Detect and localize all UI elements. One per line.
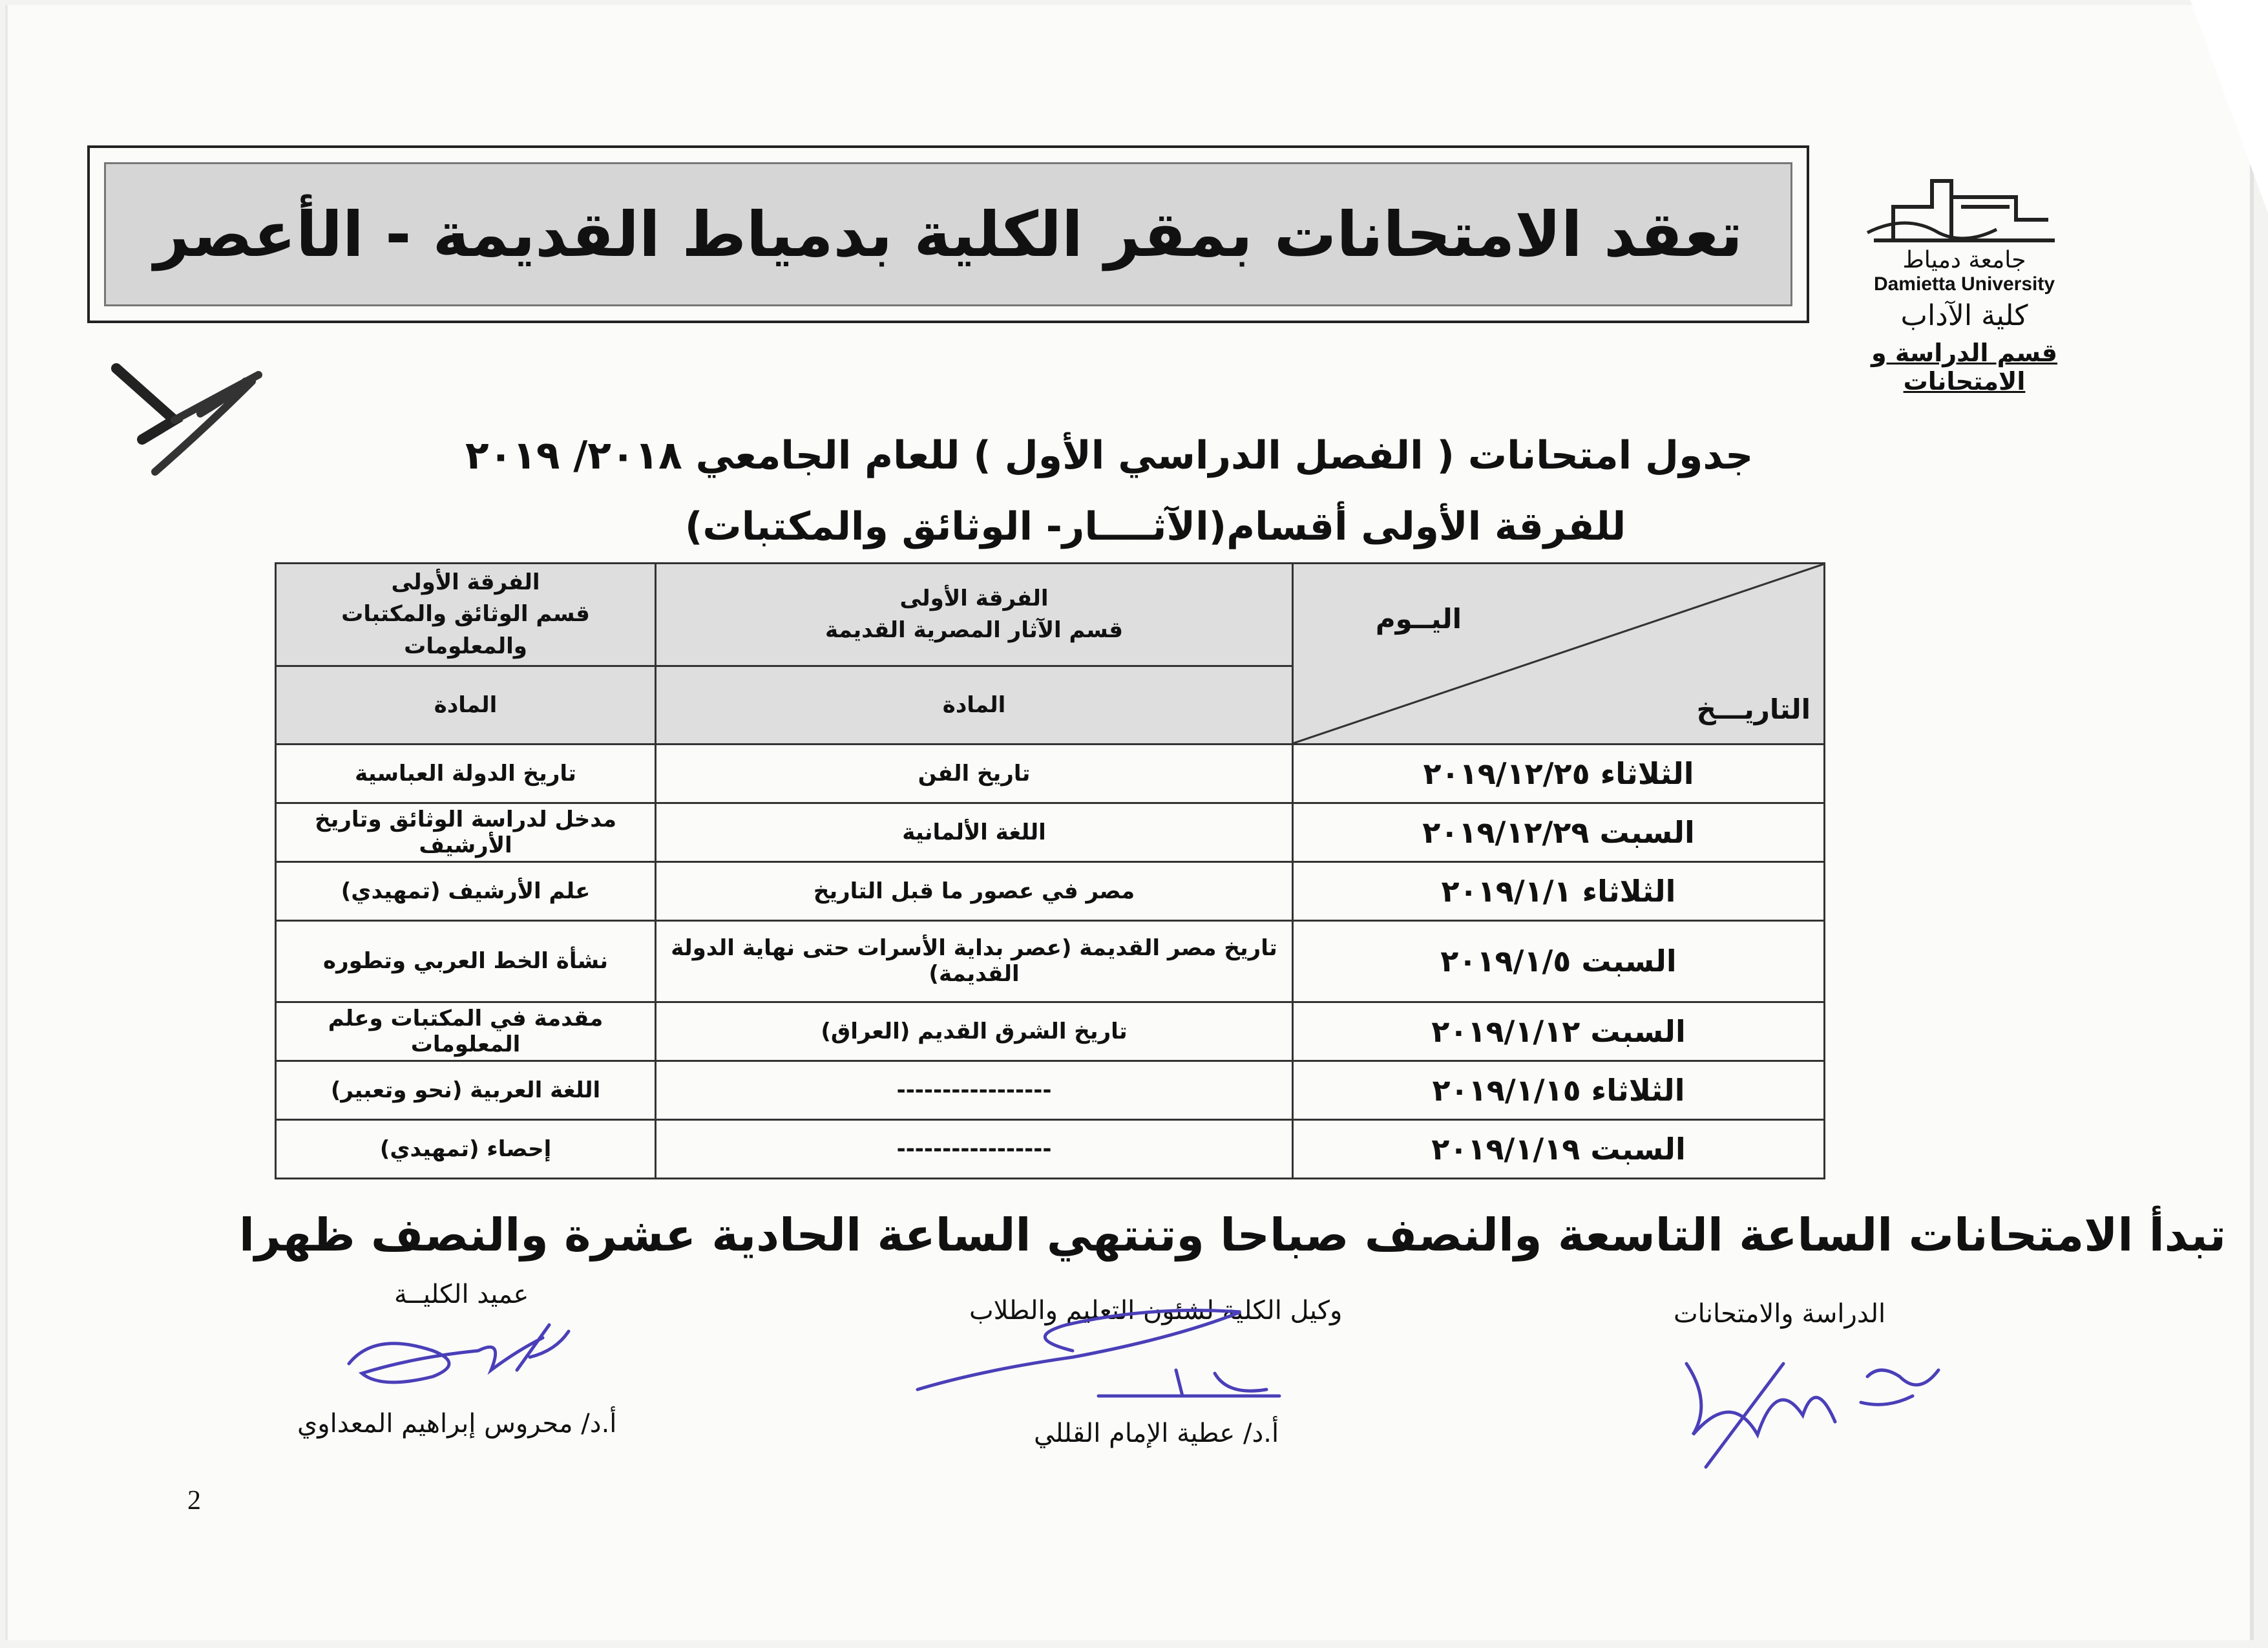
university-logo-block [1822,168,2106,396]
table-row [276,803,1825,861]
row-egypt-subject: تاريخ الشرق القديم (العراق) [656,1002,1293,1061]
page-fold [2190,0,2268,213]
page-number: 2 [187,1486,201,1516]
row-docs-subject: تاريخ الدولة العباسية [276,744,656,803]
exam-time-note: تبدأ الامتحانات الساعة التاسعة والنصف صباحا وتنتهي الساعة الحادية عشرة والنصف ظهرا [239,1209,2226,1262]
dean-title: عميد الكليــة [394,1280,529,1309]
row-docs-subject: علم الأرشيف (تمهيدي) [276,861,656,920]
col-egypt-header-line1: الفرقة الأولى [899,585,1049,611]
col-docs-header-line1: الفرقة الأولى [391,569,540,595]
dean-name: أ.د/ محروس إبراهيم المعداوي [297,1409,617,1439]
table-row [276,920,1825,1002]
date-label: التاريـــخ [1696,693,1811,725]
col-docs-header [276,564,656,666]
table-row [276,1002,1825,1061]
day-date-header [1293,564,1825,745]
row-egypt-subject: ----------------- [656,1061,1293,1119]
vice-dean-name: أ.د/ عطية الإمام القللي [1034,1419,1279,1448]
row-egypt-subject: اللغة الألمانية [656,803,1293,861]
banner-fill [104,162,1792,306]
department-name: قسم الدراسة و الامتحانات [1871,339,2057,396]
vice-dean-signature-icon [905,1299,1305,1409]
dean-signature-icon [336,1312,582,1402]
banner-text: تعقد الامتحانات بمقر الكلية بدمياط القديمة - الأعصر [154,198,1743,271]
row-egypt-subject: تاريخ الفن [656,744,1293,803]
row-date: الثلاثاء ٢٠١٩/١/١ [1293,861,1825,920]
day-label: اليــوم [1375,603,1462,635]
logo-arabic-name: جامعة دمياط [1902,247,2026,273]
header-banner [87,145,1809,323]
table-row [276,744,1825,803]
row-date: السبت ٢٠١٩/١٢/٢٩ [1293,803,1825,861]
table-row [276,1119,1825,1178]
row-egypt-subject: تاريخ مصر القديمة (عصر بداية الأسرات حتى نهاية الدولة القديمة) [656,920,1293,1002]
row-docs-subject: إحصاء (تمهيدي) [276,1119,656,1178]
exam-schedule-table [275,562,1825,1179]
faculty-name: كلية الآداب [1900,299,2028,332]
row-docs-subject: اللغة العربية (نحو وتعبير) [276,1061,656,1119]
handwritten-seven-mark [103,343,271,485]
row-date: السبت ٢٠١٩/١/٥ [1293,920,1825,1002]
row-date: السبت ٢٠١٩/١/١٩ [1293,1119,1825,1178]
row-egypt-subject: ----------------- [656,1119,1293,1178]
vice-dean-title: وكيل الكلية لشئون التعليم والطلاب [969,1296,1343,1326]
university-logo-icon [1854,168,2074,252]
table-row [276,1061,1825,1119]
col-egypt-subheader: المادة [656,666,1293,744]
exams-office-title: الدراسة والامتحانات [1674,1299,1886,1329]
schedule-subtitle: للفرقة الأولى أقسام(الآثــــار- الوثائق والمكتبات) [685,504,1626,549]
row-docs-subject: نشأة الخط العربي وتطوره [276,920,656,1002]
col-egypt-header [656,564,1293,666]
col-docs-subheader: المادة [276,666,656,744]
schedule-title: جدول امتحانات ( الفصل الدراسي الأول ) للعام الجامعي ٢٠١٨/ ٢٠١٩ [465,433,1754,478]
row-date: الثلاثاء ٢٠١٩/١٢/٢٥ [1293,744,1825,803]
table-row [276,861,1825,920]
row-docs-subject: مقدمة في المكتبات وعلم المعلومات [276,1002,656,1061]
exams-office-signature-icon [1667,1338,1951,1480]
col-docs-header-line2: قسم الوثائق والمكتبات والمعلومات [341,601,590,659]
row-egypt-subject: مصر في عصور ما قبل التاريخ [656,861,1293,920]
logo-english-name: Damietta University [1873,273,2055,295]
row-docs-subject: مدخل لدراسة الوثائق وتاريخ الأرشيف [276,803,656,861]
row-date: الثلاثاء ٢٠١٩/١/١٥ [1293,1061,1825,1119]
row-date: السبت ٢٠١٩/١/١٢ [1293,1002,1825,1061]
col-egypt-header-line2: قسم الآثار المصرية القديمة [824,617,1124,643]
